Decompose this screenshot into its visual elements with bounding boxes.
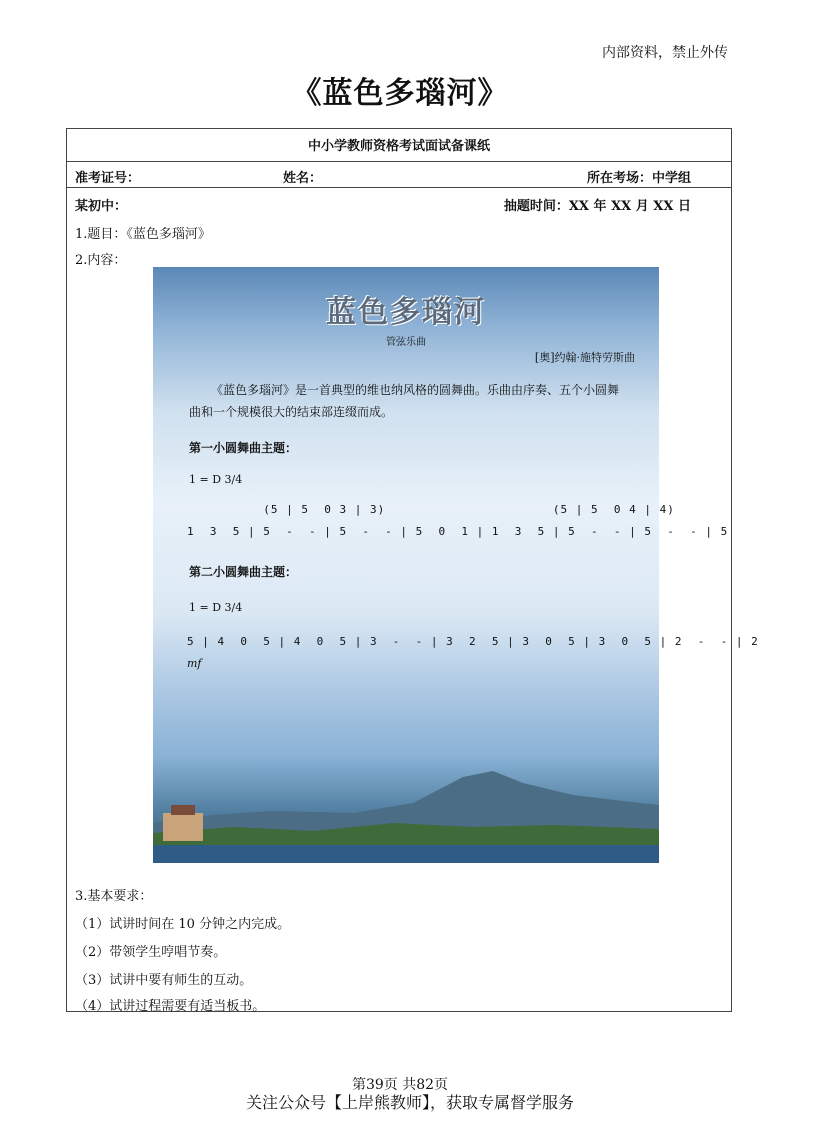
name-label: 姓名： [283,171,323,186]
theme2-key: 1 = D 3/4 [189,601,243,614]
school-label: 某初中： [75,199,128,214]
textbook-author: [奥]约翰·施特劳斯曲 [534,351,635,364]
document-title: 《蓝色多瑙河》 [291,76,509,111]
content-label: 2.内容： [75,253,127,268]
textbook-intro: 《蓝色多瑙河》是一首典型的维也纳风格的圆舞曲。乐曲由序奏、五个小圆舞曲和一个规模很大的结束部连缀而成。 [189,383,620,419]
textbook-title: 蓝色多瑙河 [326,295,486,330]
candidate-info-row [67,161,731,188]
textbook-subtitle: 管弦乐曲 [386,337,426,348]
promo-text: 关注公众号【上岸熊教师】，获取专属督学服务 [245,1093,574,1112]
requirement-item: （1）试讲时间在 10 分钟之内完成。 [75,917,291,932]
requirement-item: （2）带领学生哼唱节奏。 [75,945,227,960]
requirement-item: （4）试讲过程需要有适当板书。 [75,999,266,1014]
lesson-prep-form [66,128,759,1014]
theme1-upper-notes: (5 | 5 0 3 | 3) (5 | 5 0 4 | 4) [187,503,675,516]
dynamic-marking: mf [187,657,202,670]
requirements-title: 3.基本要求： [75,889,153,904]
confidential-notice: 内部资料，禁止外传 [602,45,728,61]
page-number: 第39页 共82页 [351,1077,449,1093]
theme2-heading: 第二小圆舞曲主题： [189,565,298,579]
form-title: 中小学教师资格考试面试备课纸 [67,129,731,162]
exam-id-label: 准考证号： [75,171,141,186]
venue-label: 所在考场：中学组 [586,171,691,186]
theme1-key: 1 = D 3/4 [189,473,243,486]
theme1-lower-notes: 1 3 5 | 5 - - | 5 - - | 5 0 1 | 1 3 5 | 5 - - | 5 - - | 5 [187,525,729,538]
draw-time-label: 抽题时间：XX 年 XX 月 XX 日 [503,199,691,214]
lake-mountain-scene [153,753,659,863]
textbook-page-image [153,267,759,863]
requirement-item: （3）试讲中要有师生的互动。 [75,973,253,988]
topic-line: 1.题目：《蓝色多瑙河》 [75,227,211,242]
theme2-notes: 5 | 4 0 5 | 4 0 5 | 3 - - | 3 2 5 | 3 0 5 | 3 0 5 | 2 - - | 2 [187,635,759,648]
theme1-heading: 第一小圆舞曲主题： [189,441,298,455]
